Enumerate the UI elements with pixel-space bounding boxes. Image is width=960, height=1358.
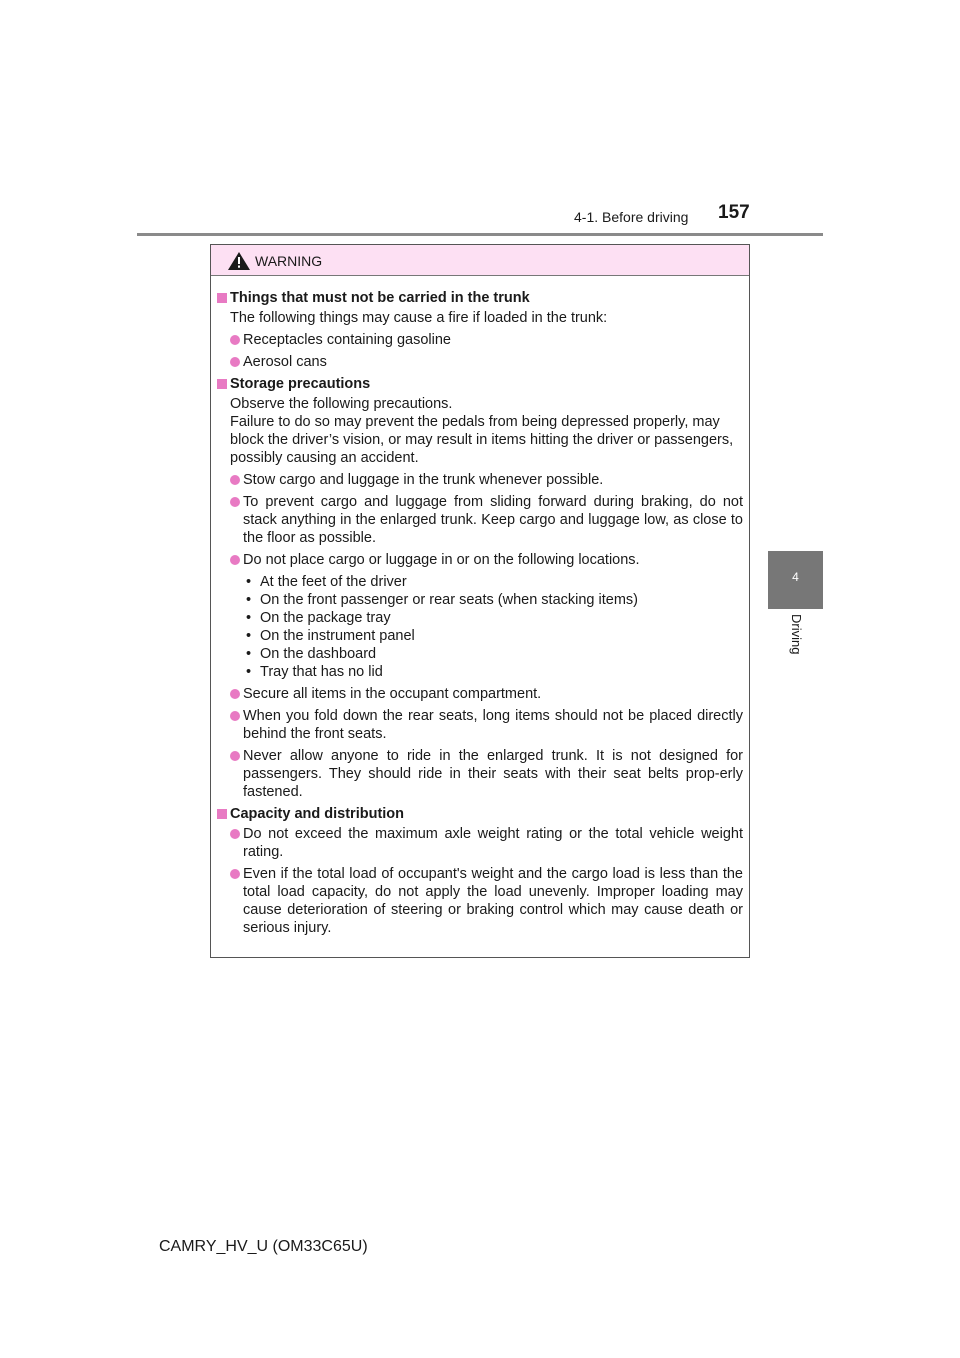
- sub-list-text: Tray that has no lid: [260, 664, 383, 680]
- circle-bullet-icon: [230, 475, 240, 485]
- bullet-text: Never allow anyone to ride in the enlarged trunk. It is not designed for passengers. They should ride in their seats with their seat belts prop-erly fastened.: [243, 748, 743, 800]
- sub-list-item: [246, 609, 743, 627]
- sub-list-text: On the instrument panel: [260, 628, 415, 644]
- section-heading: [217, 805, 743, 823]
- square-bullet-icon: [217, 379, 227, 389]
- bullet-text: Do not exceed the maximum axle weight rating or the total vehicle weight rating.: [243, 826, 743, 860]
- circle-bullet-icon: [230, 869, 240, 879]
- bullet-item: [230, 353, 743, 371]
- bullet-item: [230, 331, 743, 349]
- dot-bullet-icon: •: [246, 574, 252, 590]
- section-heading-text: Capacity and distribution: [230, 806, 405, 822]
- circle-bullet-icon: [230, 555, 240, 565]
- circle-bullet-icon: [230, 335, 240, 345]
- warning-title: WARNING: [255, 253, 323, 269]
- sub-list-item: [246, 591, 743, 609]
- circle-bullet-icon: [230, 829, 240, 839]
- sub-list-text: At the feet of the driver: [260, 574, 407, 590]
- dot-bullet-icon: •: [246, 592, 252, 608]
- chapter-label: Driving: [789, 614, 804, 655]
- bullet-text: Receptacles containing gasoline: [243, 332, 451, 348]
- chapter-tab[interactable]: [768, 551, 823, 609]
- bullet-text: When you fold down the rear seats, long items should not be placed directly behind the front seats.: [243, 708, 743, 742]
- sub-list-item: [246, 627, 743, 645]
- sub-list-text: On the dashboard: [260, 646, 377, 662]
- section-heading: [217, 375, 743, 393]
- sub-list-text: On the package tray: [260, 610, 391, 626]
- square-bullet-icon: [217, 809, 227, 819]
- bullet-text: Secure all items in the occupant compartment.: [243, 686, 542, 702]
- bullet-item: [230, 865, 743, 937]
- circle-bullet-icon: [230, 689, 240, 699]
- bullet-text: Do not place cargo or luggage in or on the following locations.: [243, 552, 640, 568]
- chapter-number: 4: [792, 570, 799, 584]
- dot-bullet-icon: •: [246, 610, 252, 626]
- circle-bullet-icon: [230, 711, 240, 721]
- sub-list-item: [246, 573, 743, 591]
- bullet-item: [230, 551, 743, 569]
- section-heading-text: Storage precautions: [230, 376, 371, 392]
- bullet-item: [230, 707, 743, 743]
- circle-bullet-icon: [230, 497, 240, 507]
- bullet-item: [230, 471, 743, 489]
- warning-box: [210, 244, 750, 958]
- bullet-text: To prevent cargo and luggage from sliding forward during braking, do not stack anything in the enlarged trunk. Keep cargo and luggage low, as close to the floor as possible.: [243, 494, 743, 546]
- warning-body: [217, 289, 743, 941]
- sub-list-text: On the front passenger or rear seats (when stacking items): [260, 592, 638, 608]
- bullet-text: Even if the total load of occupant's weight and the cargo load is less than the total load capacity, do not apply the load unevenly. Improper loading may cause deterioration of steering or braking control which may cause death or serious injury.: [243, 866, 743, 936]
- section-intro: Observe the following precautions.: [230, 396, 453, 412]
- dot-bullet-icon: •: [246, 664, 252, 680]
- circle-bullet-icon: [230, 751, 240, 761]
- bullet-item: [230, 825, 743, 861]
- dot-bullet-icon: •: [246, 628, 252, 644]
- circle-bullet-icon: [230, 357, 240, 367]
- page-number: 157: [718, 202, 750, 223]
- dot-bullet-icon: •: [246, 646, 252, 662]
- sub-list-item: [246, 645, 743, 663]
- warning-triangle-icon: [228, 252, 250, 275]
- section-intro: Failure to do so may prevent the pedals from being depressed properly, may block the driver’s vision, or may result in items hitting the driver or passengers, possibly causing an accident.: [230, 414, 734, 466]
- sub-list-item: [246, 663, 743, 681]
- bullet-text: Stow cargo and luggage in the trunk whenever possible.: [243, 472, 604, 488]
- section-heading-text: Things that must not be carried in the trunk: [230, 290, 530, 306]
- bullet-item: [230, 685, 743, 703]
- bullet-item: [230, 747, 743, 801]
- square-bullet-icon: [217, 293, 227, 303]
- section-heading: [217, 289, 743, 307]
- section-intro: The following things may cause a fire if loaded in the trunk:: [230, 310, 608, 326]
- warning-header: [211, 245, 749, 276]
- bullet-item: [230, 493, 743, 547]
- sub-list: [246, 573, 743, 681]
- bullet-text: Aerosol cans: [243, 354, 327, 370]
- footer-doc-id: CAMRY_HV_U (OM33C65U): [159, 1238, 368, 1255]
- header-rule: [137, 233, 823, 236]
- header-section: 4-1. Before driving: [574, 209, 689, 225]
